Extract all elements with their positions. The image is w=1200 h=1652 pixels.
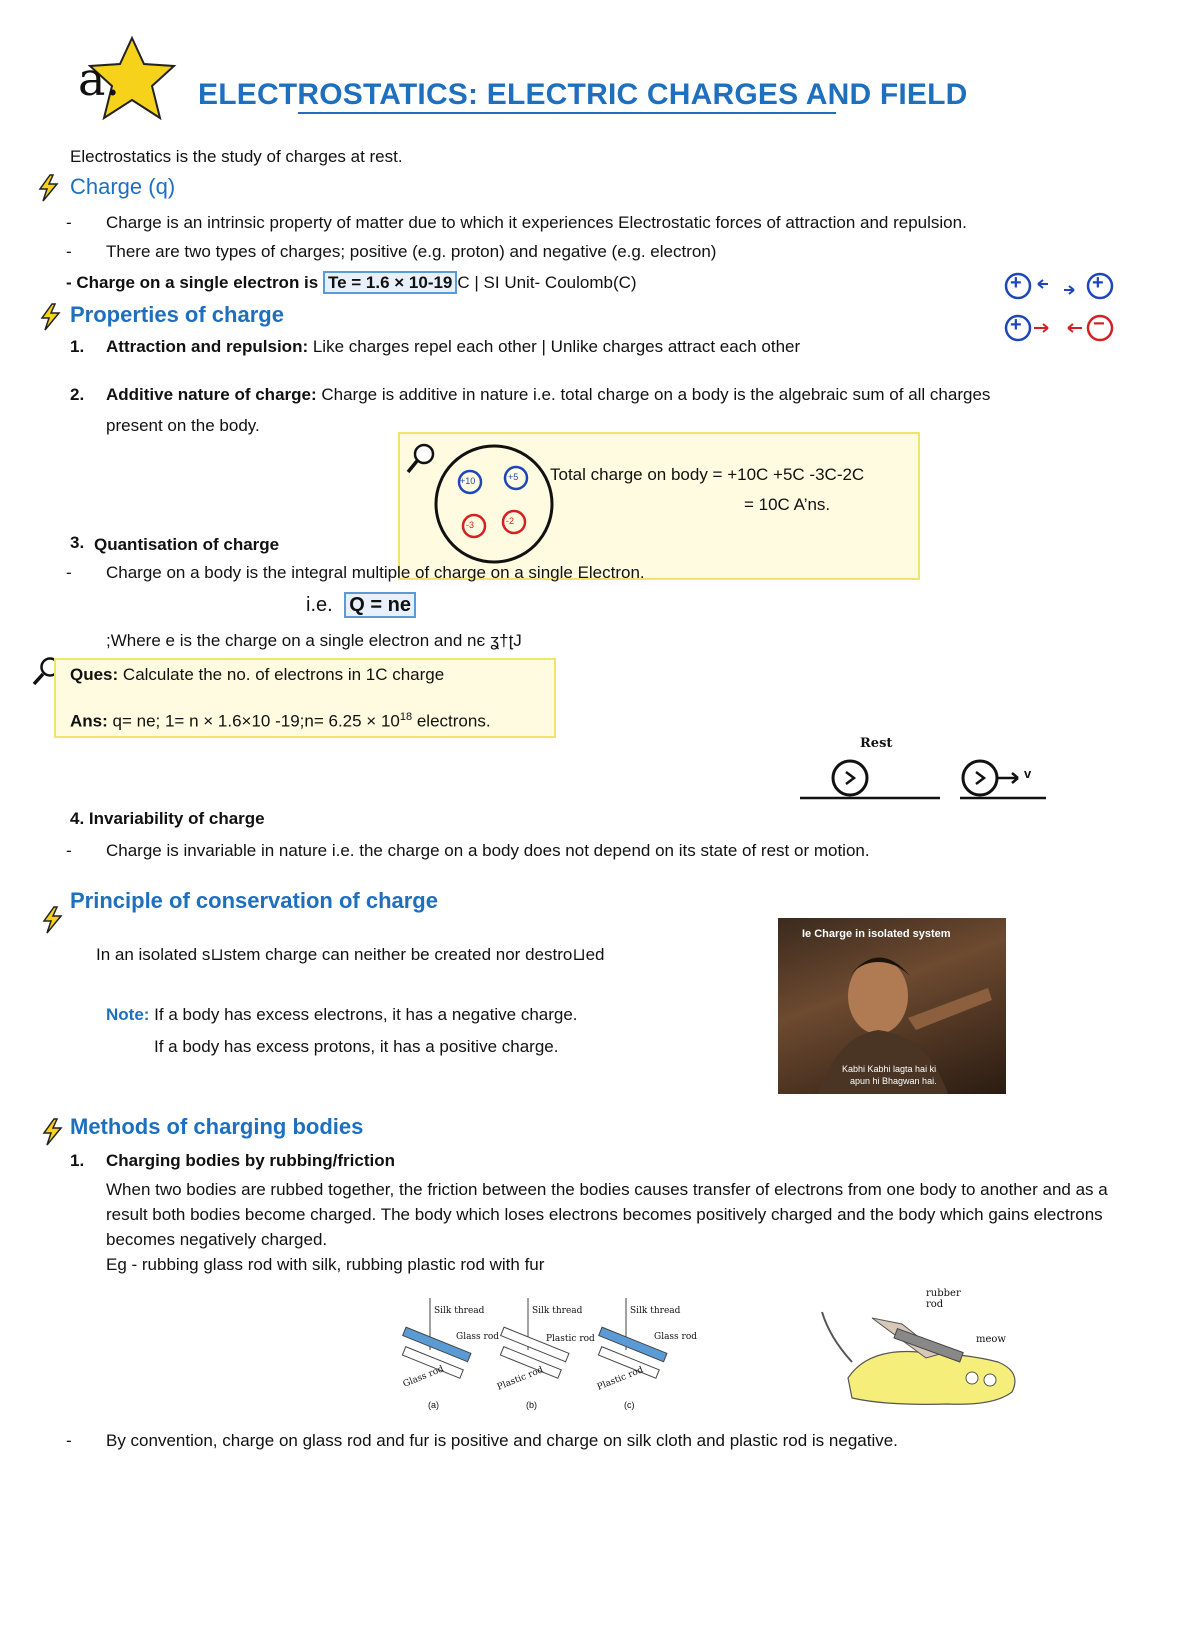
electron-charge-value: Te = 1.6 × 10-19 — [323, 271, 457, 294]
convention-text: By convention, charge on glass rod and fur is positive and charge on silk cloth and plastic rod is negative. — [106, 1431, 898, 1450]
total-charge-line2: = 10C A’ns. — [744, 495, 831, 514]
answer-text: Ans: q= ne; 1= n × 1.6×10 -19;n= $6.25 \times 10^{18}$ electrons. — [70, 711, 491, 731]
rubbing-example: Eg - rubbing glass rod with silk, rubbing plastic rod with fur — [106, 1255, 545, 1274]
lightning-icon — [38, 303, 64, 336]
lightning-icon — [40, 906, 66, 939]
property-attraction: Attraction and repulsion: Like charges repel each other | Unlike charges attract each other — [106, 337, 801, 356]
invariability-text: Charge is invariable in nature i.e. the charge on a body does not depend on its state of rest or motion. — [106, 841, 870, 860]
charge-bullet-2: There are two types of charges; positive (e.g. proton) and negative (e.g. electron) — [106, 242, 717, 261]
meme-image — [778, 918, 1006, 1094]
methods-heading: Methods of charging bodies — [70, 1114, 364, 1139]
velocity-label: v — [1024, 766, 1032, 781]
circle-charge-label: -3 — [466, 520, 475, 530]
list-number: 2. — [70, 385, 85, 404]
list-number: 1. — [70, 337, 85, 356]
meme-caption-1: Kabhi Kabhi lagta hai ki — [842, 1064, 937, 1074]
invariability-heading: 4. Invariability of charge — [70, 809, 265, 828]
quantisation-where: ;Where e is the charge on a single electron and nє ʓ†ʈJ — [106, 631, 522, 650]
properties-heading: Properties of charge — [70, 302, 284, 327]
rest-label: Rest — [860, 736, 893, 751]
title-underline — [298, 112, 836, 114]
circle-charge-label: +5 — [508, 472, 519, 482]
question-text: Ques: Calculate the no. of electrons in 1C charge — [70, 665, 445, 684]
charge-heading: Charge (q) — [70, 174, 176, 199]
electron-charge-prefix: - Charge on a single electron is — [66, 273, 323, 292]
star-logo — [70, 34, 180, 124]
bullet-dash: - — [66, 213, 72, 232]
property-additive: Additive nature of charge: Charge is additive in nature i.e. total charge on a body is the algebraic sum of all charges — [106, 385, 991, 404]
property-additive-cont: present on the body. — [106, 416, 260, 435]
rubbing-text: When two bodies are rubbed together, the friction between the bodies causes transfer of electrons from one body to another and as a result both bodies become charged. The body which loses electrons becomes positively charged and the body which gains electrons becomes negatively charged. — [106, 1180, 1108, 1249]
list-number: 3. — [70, 533, 85, 552]
additive-example-box — [398, 432, 920, 580]
cat-sound-label: meow — [976, 1334, 1006, 1345]
bullet-dash: - — [66, 242, 72, 261]
quantisation-heading: Quantisation of charge — [94, 535, 280, 554]
circle-charge-label: -2 — [506, 516, 515, 526]
total-charge-line1: Total charge on body = +10C +5C -3C-2C — [550, 465, 865, 484]
rod-figure: Silk thread Glass rod Glass rod (a) Silk thread Plastic rod Plastic rod (b) Silk thread Glass rod Plastic rod (c) — [401, 1306, 698, 1410]
si-unit-text: C | SI Unit- Coulomb(C) — [457, 273, 637, 292]
meme-top-text: Ie Charge in isolated system — [802, 928, 951, 940]
formula-box: Q = ne — [344, 592, 416, 618]
rest-motion-diagram — [800, 736, 1060, 806]
question-box — [54, 658, 556, 738]
bullet-dash: - — [66, 841, 72, 860]
page-title: ELECTROSTATICS: ELECTRIC CHARGES AND FIELD — [198, 78, 968, 111]
bullet-dash: - — [66, 563, 72, 582]
quantisation-text: Charge on a body is the integral multiple of charge on a single Electron. — [106, 563, 645, 582]
note-line1: Note: If a body has excess electrons, it has a negative charge. — [106, 1005, 578, 1024]
electron-charge-line — [66, 272, 637, 294]
charged-body-diagram — [432, 442, 556, 566]
circle-charge-label: +10 — [460, 476, 476, 486]
logo-letter: a. — [78, 52, 121, 106]
rubber-rod-label: rubber rod — [926, 1288, 961, 1310]
list-number: 1. — [70, 1151, 85, 1170]
lightning-icon — [36, 174, 62, 207]
charge-bullet-1: Charge is an intrinsic property of matter due to which it experiences Electrostatic forces of attraction and repulsion. — [106, 213, 967, 232]
cat-cartoon — [808, 1288, 1040, 1418]
lightning-icon — [40, 1118, 66, 1151]
bullet-dash: - — [66, 1431, 72, 1450]
intro-text: Electrostatics is the study of charges at rest. — [70, 147, 403, 166]
rubbing-heading: Charging bodies by rubbing/friction — [106, 1151, 395, 1170]
conservation-text: In an isolated s⊔stem charge can neither be created nor destro⊔ed — [96, 945, 605, 964]
note-line2: If a body has excess protons, it has a positive charge. — [154, 1037, 559, 1056]
meme-caption-2: apun hi Bhagwan hai. — [850, 1076, 937, 1086]
conservation-heading: Principle of conservation of charge — [70, 888, 438, 913]
quantisation-formula: i.e. Q = ne — [306, 594, 416, 617]
charge-interaction-diagram: + + + − — [1004, 270, 1124, 350]
